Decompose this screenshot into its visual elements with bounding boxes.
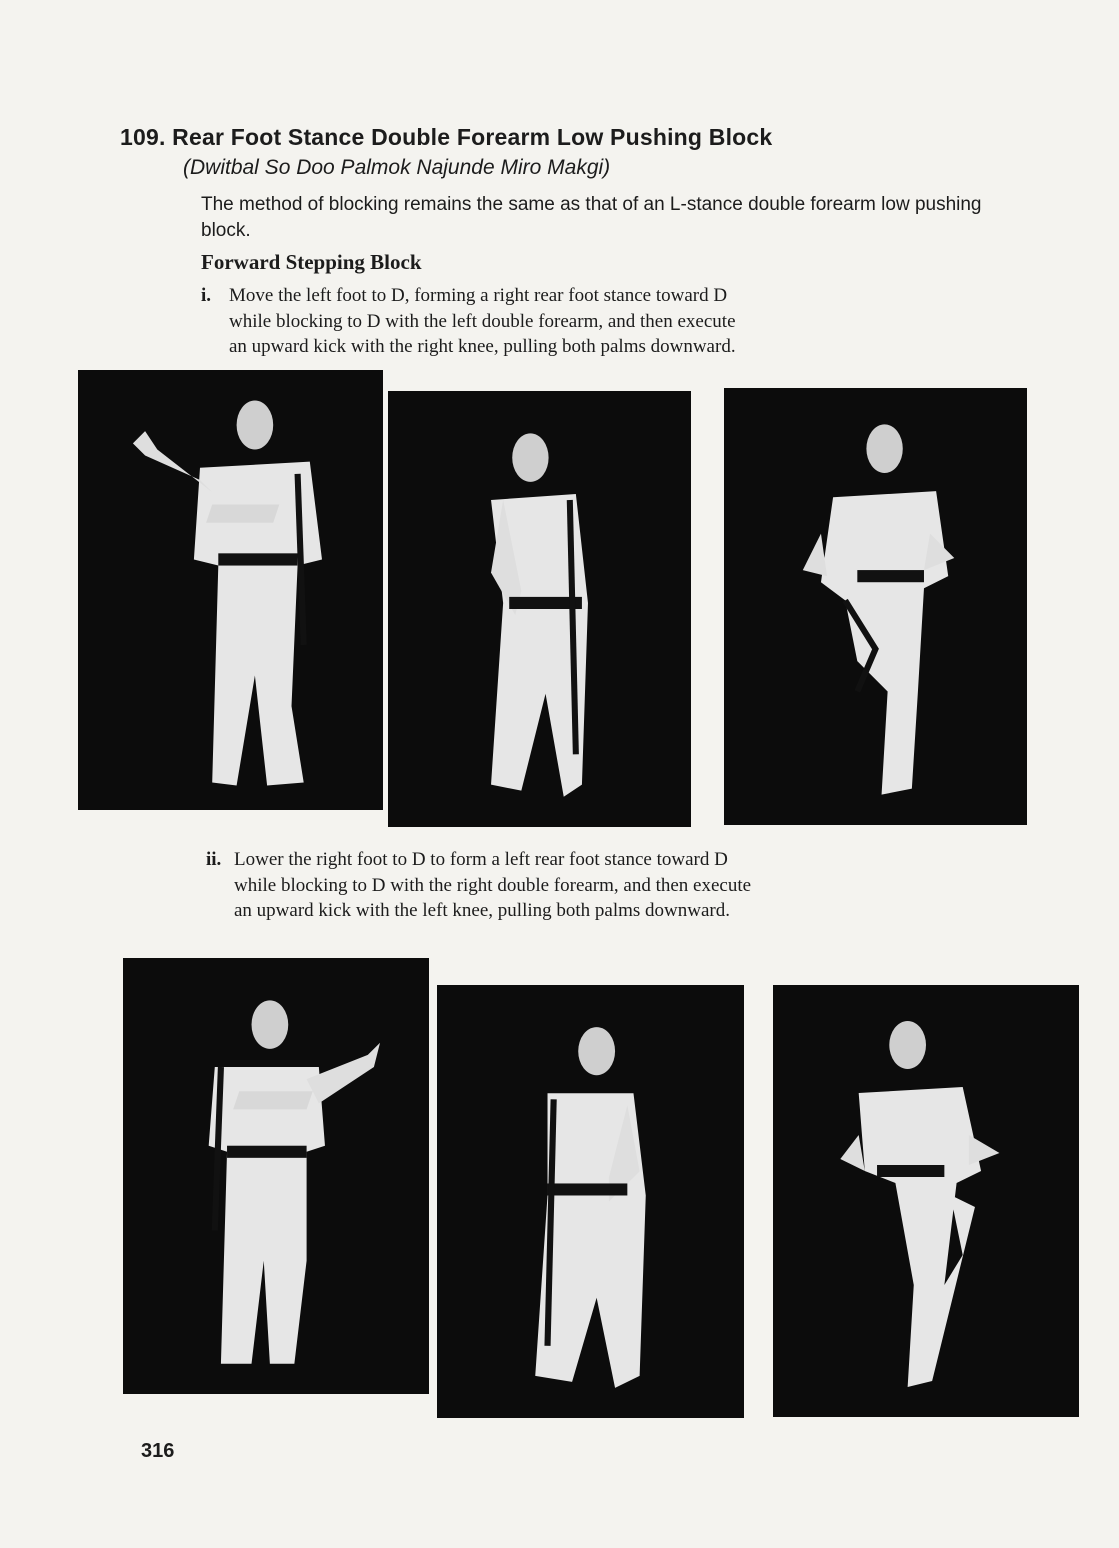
step-i-line-2: while blocking to D with the left double forearm, and then execute bbox=[229, 310, 736, 332]
step-ii-line-2: while blocking to D with the right double forearm, and then execute bbox=[234, 874, 752, 896]
section-number: 109. bbox=[120, 124, 166, 150]
step-ii-number: ii. bbox=[206, 849, 222, 870]
step-i-line-3: an upward kick with the right knee, pulling both palms downward. bbox=[229, 336, 736, 357]
photo-4 bbox=[123, 958, 429, 1394]
korean-name: (Dwitbal So Doo Palmok Najunde Miro Makgi) bbox=[183, 156, 611, 179]
step-i-line-1: Move the left foot to D, forming a right rear foot stance toward D bbox=[229, 285, 728, 306]
photo-2 bbox=[388, 391, 691, 827]
step-i bbox=[201, 283, 736, 360]
step-ii bbox=[206, 847, 751, 924]
section-title bbox=[120, 124, 772, 151]
photo-3 bbox=[724, 388, 1027, 825]
section-title-text: Rear Foot Stance Double Forearm Low Pushing Block bbox=[172, 124, 773, 150]
subheading: Forward Stepping Block bbox=[201, 250, 422, 274]
intro-paragraph: The method of blocking remains the same as that of an L-stance double forearm low pushing block. bbox=[201, 194, 982, 241]
page-number: 316 bbox=[141, 1440, 175, 1462]
step-ii-line-3: an upward kick with the left knee, pulling both palms downward. bbox=[234, 900, 731, 921]
photo-1 bbox=[78, 370, 383, 810]
photo-5 bbox=[437, 985, 744, 1418]
step-i-number: i. bbox=[201, 285, 212, 306]
photo-6 bbox=[773, 985, 1079, 1417]
step-ii-line-1: Lower the right foot to D to form a left rear foot stance toward D bbox=[234, 849, 728, 870]
